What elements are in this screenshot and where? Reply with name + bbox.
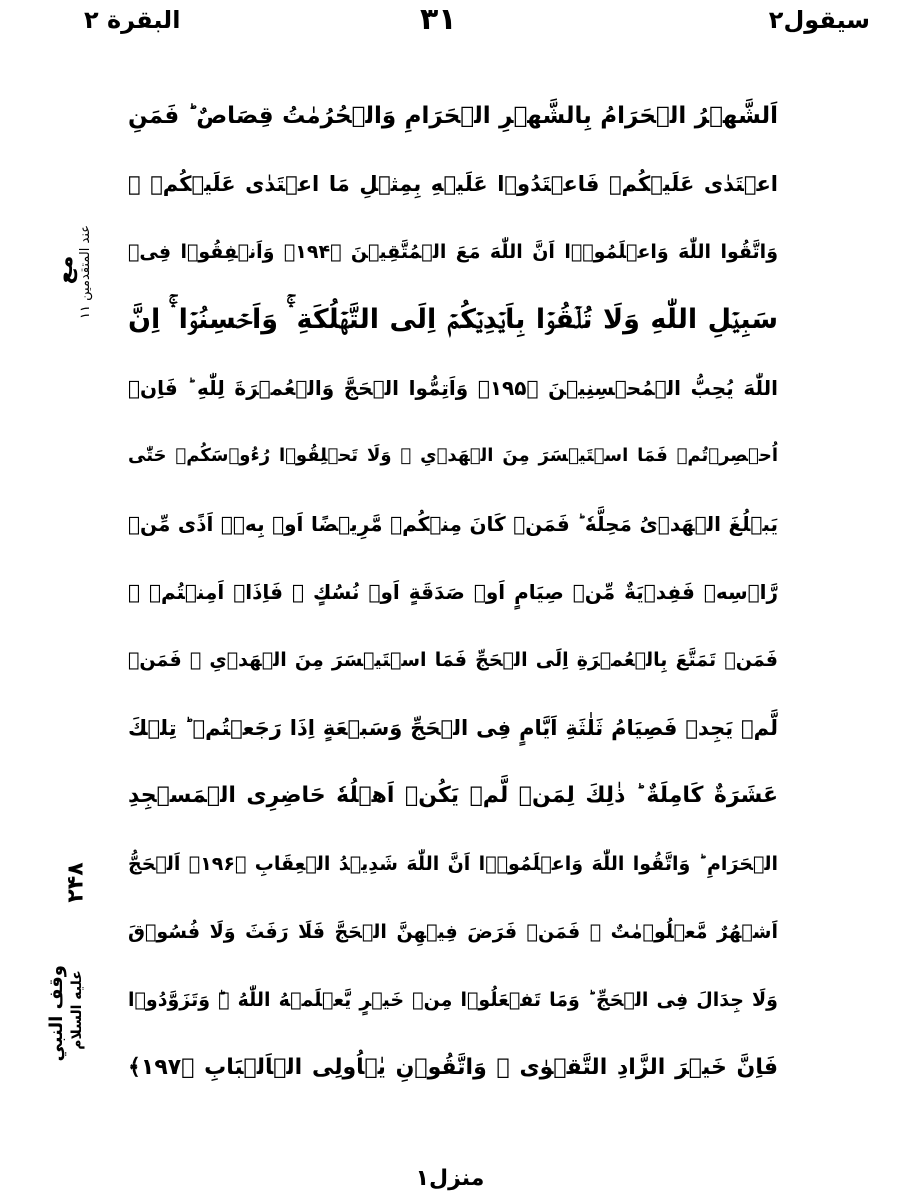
margin-note-bottom — [46, 965, 87, 1062]
verse-line: اعۡتَدٰى عَلَيۡكُمۡ فَاعۡتَدُوۡا عَلَيۡهِ بِمِثۡلِ مَا اعۡتَدٰى عَلَيۡكُمۡ ۖ — [128, 172, 778, 196]
margin-note-bottom-sub: عليه السلام — [69, 970, 85, 1050]
margin-note-top — [53, 225, 93, 319]
margin-note-middle: ۲۴۸ — [63, 862, 89, 903]
manzil-footer: منزل١ — [415, 1166, 485, 1191]
verse-line: لَّمۡ يَجِدۡ فَصِيَامُ ثَلٰثَةِ اَيَّامٍ فِى الۡحَجِّ وَسَبۡعَةٍ اِذَا رَجَعۡتُمۡ ؕ تِلۡكَ — [128, 716, 778, 740]
juz-name: سيقول٢ — [768, 6, 870, 34]
page-number: ۳۱ — [420, 2, 457, 37]
verse-line: فَاِنَّ خَيۡرَ الزَّادِ التَّقۡوٰى ۖ وَاتَّقُوۡنِ يٰۤاُولِى الۡاَلۡبَابِ ﴿۱۹۷﴾ — [128, 1055, 778, 1080]
verse-line: اَلشَّهۡرُ الۡحَرَامُ بِالشَّهۡرِ الۡحَرَامِ وَالۡحُرُمٰتُ قِصَاصٌ ؕ فَمَنِ — [128, 103, 778, 129]
verse-line: وَاتَّقُوا اللّٰهَ وَاعۡلَمُوۡۤا اَنَّ اللّٰهَ مَعَ الۡمُتَّقِيۡنَ ﴿۱۹۴﴾ وَاَنۡفِقُوۡا فِىۡ — [128, 241, 778, 263]
page-header — [0, 4, 900, 44]
margin-note-top-sub: عند المتقدمين ١١ — [78, 225, 93, 319]
verse-line: وَلَا جِدَالَ فِى الۡحَجِّ ؕ وَمَا تَفۡعَلُوۡا مِنۡ خَيۡرٍ يَّعۡلَمۡهُ اللّٰهُ ؔؕ وَتَزَوَّدُوۡا — [128, 989, 778, 1011]
margin-note-top-main: مع — [53, 255, 78, 285]
verse-line: فَمَنۡ تَمَتَّعَ بِالۡعُمۡرَةِ اِلَى الۡحَجِّ فَمَا اسۡتَيۡسَرَ مِنَ الۡهَدۡىِ ۚ فَمَنۡ — [128, 649, 778, 671]
verse-line: عَشَرَةٌ كَامِلَةٌ ؕ ذٰلِكَ لِمَنۡ لَّمۡ يَكُنۡ اَهۡلُهٗ حَاضِرِى الۡمَسۡجِدِ — [128, 783, 778, 808]
verse-line: اللّٰهَ يُحِبُّ الۡمُحۡسِنِيۡنَ ﴿۱۹۵﴾ وَاَتِمُّوا الۡحَجَّ وَالۡعُمۡرَةَ لِلّٰهِ ؕ فَاِنۡ — [128, 376, 778, 400]
verse-line: اُحۡصِرۡتُمۡ فَمَا اسۡتَيۡسَرَ مِنَ الۡهَدۡىِ ۚ وَلَا تَحۡلِقُوۡا رُءُوۡسَكُمۡ حَتّٰى — [128, 445, 778, 466]
verse-line: اَشۡهُرٌ مَّعۡلُوۡمٰتٌ ۚ فَمَنۡ فَرَضَ فِيۡهِنَّ الۡحَجَّ فَلَا رَفَثَ وَلَا فُسُوۡقَ — [128, 921, 778, 943]
verse-line: رَّاۡسِهٖ فَفِدۡيَةٌ مِّنۡ صِيَامٍ اَوۡ صَدَقَةٍ اَوۡ نُسُكٍ ۚ فَاِذَاۤ اَمِنۡتُمۡ ۛ — [128, 580, 778, 604]
margin-note-bottom-main: وقف النبي — [46, 965, 67, 1062]
surah-name: البقرة ٢ — [84, 6, 181, 34]
verse-line: الۡحَرَامِ ؕ وَاتَّقُوا اللّٰهَ وَاعۡلَمُوۡۤا اَنَّ اللّٰهَ شَدِيۡدُ الۡعِقَابِ ﴿۱۹۶﴾ اَلۡحَجُّ — [128, 853, 778, 875]
verse-line: سَبِيۡلِ اللّٰهِ وَلَا تُلۡقُوۡا بِاَيۡدِيۡكُمۡ اِلَى التَّهۡلُكَةِ ۛۚ وَاَحۡسِنُوۡا ۛۚ اِنَّ — [128, 304, 778, 335]
verse-text-block — [128, 84, 778, 1104]
verse-line: يَبۡلُغَ الۡهَدۡىُ مَحِلَّهٗ ؕ فَمَنۡ كَانَ مِنۡكُمۡ مَّرِيۡضًا اَوۡ بِهٖۤ اَذًى مِّنۡ — [128, 512, 778, 536]
